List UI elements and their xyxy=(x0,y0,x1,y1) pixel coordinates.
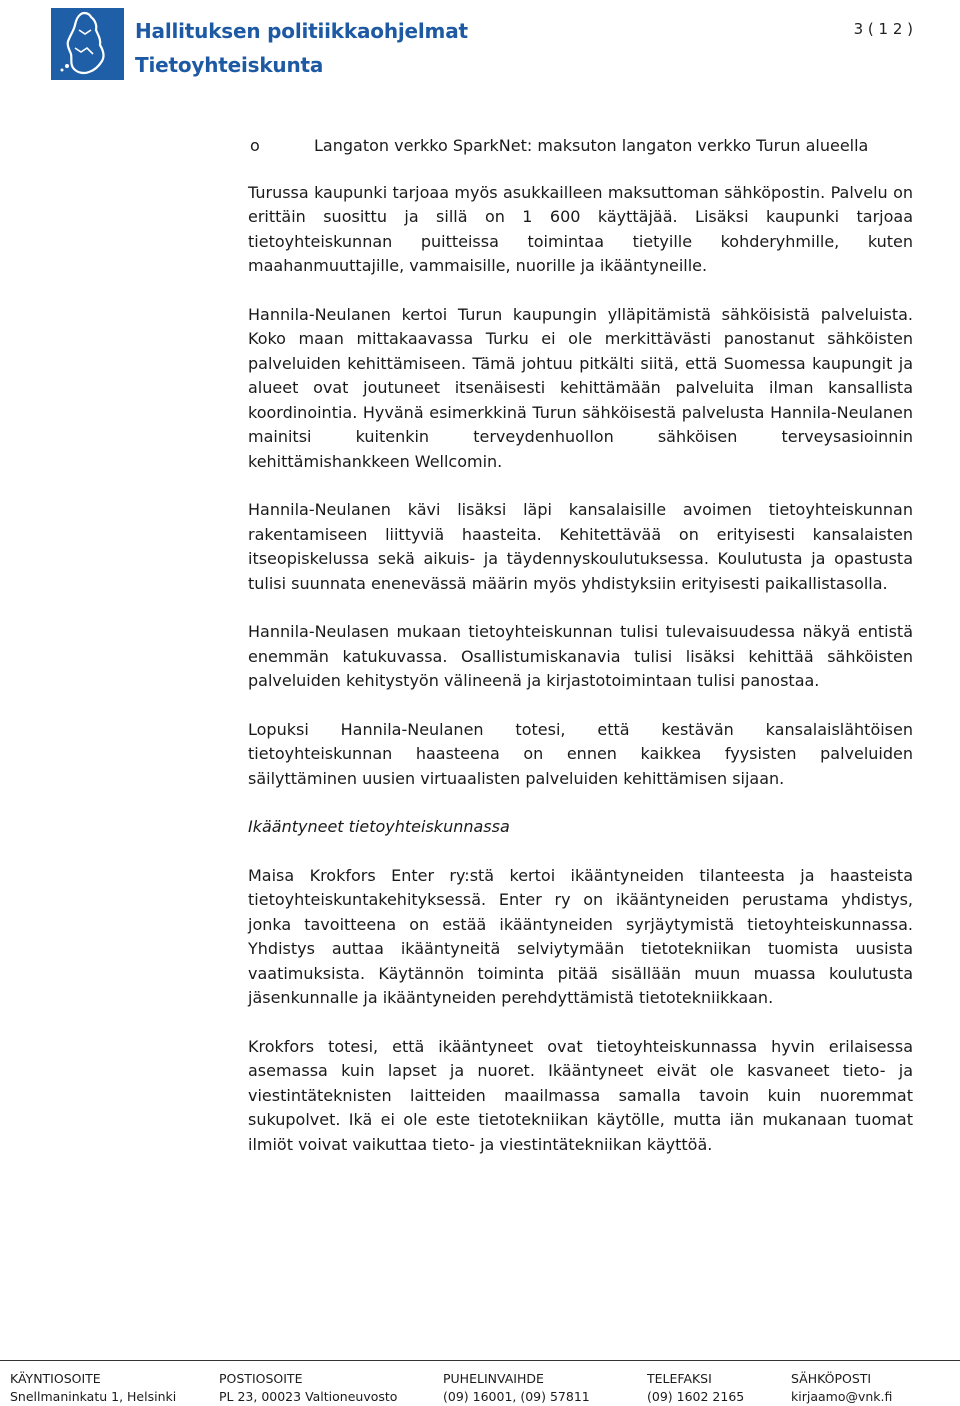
footer-label: PUHELINVAIHDE xyxy=(443,1371,544,1386)
footer-value: (09) 1602 2165 xyxy=(647,1389,745,1404)
logo-subtitle: Tietoyhteiskunta xyxy=(135,53,324,77)
page-number: 3 ( 1 2 ) xyxy=(853,20,913,38)
footer-value: kirjaamo@vnk.fi xyxy=(791,1389,893,1404)
bullet-marker: o xyxy=(250,136,260,155)
bullet-text: Langaton verkko SparkNet: maksuton langaton verkko Turun alueella xyxy=(314,136,869,155)
footer-value: Snellmaninkatu 1, Helsinki xyxy=(10,1389,177,1404)
footer-phone xyxy=(443,1370,590,1406)
paragraph: Krokfors totesi, että ikääntyneet ovat tietoyhteiskunnassa hyvin erilaisessa asemassa kuin lapset ja nuoret. Ikääntyneet eivät ole kasvaneet tieto- ja viestintäteknisten laitteiden maailmassa samalla tavoin kuin nuoremmat sukupolvet. Ikä ei ole este tietotekniikan käytölle, mutta iän mukanaan tuomat ilmiöt voivat vaikuttaa tieto- ja viestintätekniikan käyttöä. xyxy=(248,1036,913,1154)
footer-label: KÄYNTIOSOITE xyxy=(10,1371,101,1386)
page-footer xyxy=(0,1360,960,1406)
footer-value: (09) 16001, (09) 57811 xyxy=(443,1389,590,1404)
government-logo xyxy=(51,8,468,80)
footer-label: POSTIOSOITE xyxy=(219,1371,303,1386)
paragraph: Lopuksi Hannila-Neulanen totesi, että kestävän kansalaislähtöisen tietoyhteiskunnan haasteena on ennen kaikkea fyysisten palveluiden säilyttäminen uusien virtuaalisten palveluiden kehittämisen sijaan. xyxy=(248,719,913,788)
footer-fax xyxy=(647,1370,744,1406)
footer-label: TELEFAKSI xyxy=(647,1371,712,1386)
footer-label: SÄHKÖPOSTI xyxy=(791,1371,872,1386)
logo-title: Hallituksen politiikkaohjelmat xyxy=(135,19,468,43)
footer-visiting-address xyxy=(10,1370,176,1406)
paragraph: Turussa kaupunki tarjoaa myös asukkailleen maksuttoman sähköpostin. Palvelu on erittäin suosittu ja sillä on 1 600 käyttäjää. Lisäksi kaupunki tarjoaa tietoyhteiskunnan puitteissa toimintaa tietyille kohderyhmille, kuten maahanmuuttajille, vammaisille, nuorille ja ikääntyneille. xyxy=(248,182,913,275)
paragraph: Hannila-Neulasen mukaan tietoyhteiskunnan tulisi tulevaisuudessa näkyä entistä enemmän katukuvassa. Osallistumiskanavia tulisi lisäksi kehittää sähköisten palveluiden kehitystyön välineenä ja kirjastotoimintaan tulisi panostaa. xyxy=(248,622,913,690)
paragraph: Hannila-Neulanen kertoi Turun kaupungin ylläpitämistä sähköisistä palveluista. Koko maan mittakaavassa Turku ei ole merkittävästi panostanut sähköisten palveluiden kehittämiseen. Tämä johtuu pitkälti siitä, että Suomessa kaupungit ja alueet ovat joutuneet itsenäisesti kehittämään palveluita ilman kansallista koordinointia. Hyvänä esimerkkinä Turun sähköisestä palvelusta Hannila-Neulanen mainitsi kuitenkin terveydenhuollon sähköisen terveysasioinnin kehittämishankkeen Wellcomin. xyxy=(248,304,913,471)
footer-email xyxy=(791,1370,892,1406)
footer-value: PL 23, 00023 Valtioneuvosto xyxy=(219,1389,398,1404)
footer-postal-address xyxy=(219,1370,397,1406)
paragraph: Hannila-Neulanen kävi lisäksi läpi kansalaisille avoimen tietoyhteiskunnan rakentamiseen liittyviä haasteita. Kehitettävää on erityisesti kansalaisten itseopiskelussa sekä aikuis- ja täydennyskoulutuksessa. Koulutusta ja opastusta tulisi suunnata enenevässä määrin myös yhdistyksiin erityisesti paikallistasolla. xyxy=(248,500,913,593)
finland-map-emblem-icon xyxy=(51,8,124,80)
document-body xyxy=(248,134,913,1181)
section-heading: Ikääntyneet tietoyhteiskunnassa xyxy=(248,817,510,836)
paragraph: Maisa Krokfors Enter ry:stä kertoi ikääntyneiden tilanteesta ja haasteista tietoyhteiskuntakehityksessä. Enter ry on ikääntyneiden perustama yhdistys, jonka tavoitteena on estää ikääntyneiden syrjäytymistä tietoyhteiskunnassa. Yhdistys auttaa ikääntyneitä selviytymään tietotekniikan tuomista uusista vaatimuksista. Käytännön toiminta pitää sisällään muun muassa koulutusta jäsenkunnalle ja ikääntyneiden perehdyttämistä tietotekniikkaan. xyxy=(248,865,913,1007)
bullet-item xyxy=(248,134,913,159)
